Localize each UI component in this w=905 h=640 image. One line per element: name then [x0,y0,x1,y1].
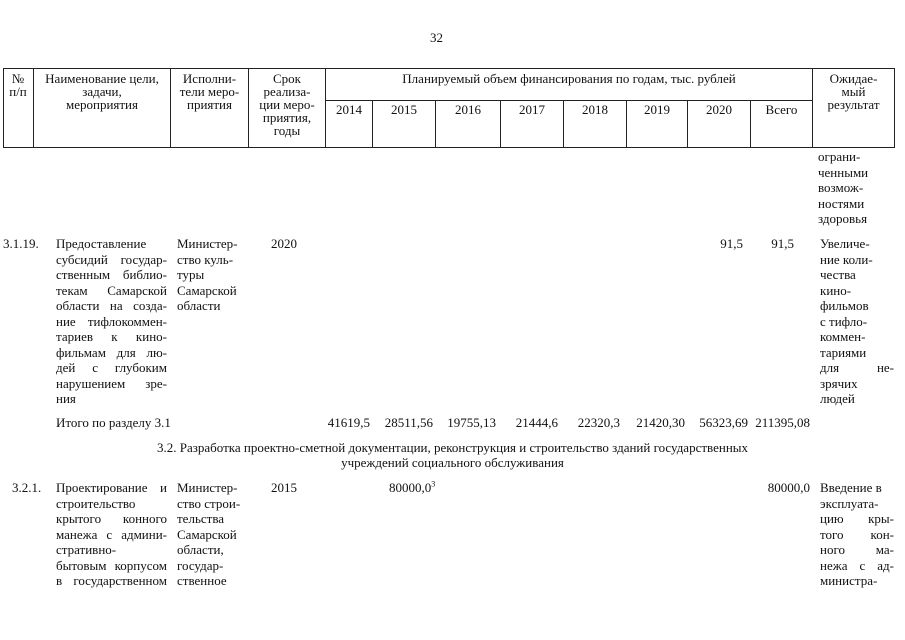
header-executors: Исполни- тели меро- приятия [179,71,240,112]
row-name: Проектирование и строительство крытого конного манежа с админи- стративно- бытовым корпусом в государственном [56,480,167,588]
header-year: 2019 [644,102,670,117]
section-total-value: 21444,6 [515,415,558,430]
footnote-mark: 3 [431,479,436,489]
header-year: 2020 [706,102,732,117]
header-funding-title: Планируемый объем финансирования по годам, тыс. рублей [402,71,736,86]
header-term: Срок реализа- ции меро- приятия, годы [259,71,315,138]
continued-result: ограни- ченными возмож- ностями здоровья [818,149,869,226]
header-total: Всего [765,102,798,117]
header-name: Наименование цели, задачи, мероприятия [45,71,159,112]
header-year: 2015 [391,102,417,117]
years-row-border [326,100,812,101]
col-border [894,68,895,148]
row-number: 3.1.19. [3,236,39,251]
row-term: 2015 [271,480,297,495]
table-top-border [3,68,894,69]
row-number: 3.2.1. [12,480,42,495]
section-heading: 3.2. Разработка проектно-сметной документации, реконструкция и строительство зданий государственных учреждений социального обслуживания [156,440,749,470]
row-result: Введение в эксплуата- цию кры- того кон- ного ма- нежа с ад- министра- [820,480,894,588]
row-executor: Министер- ство куль- туры Самарской области [177,236,238,313]
header-year: 2017 [519,102,545,117]
header-result: Ожидае- мый результат [827,71,880,112]
row-total: 91,5 [771,236,794,251]
section-total-value: 211395,08 [755,415,810,430]
section-total-value: 19755,13 [447,415,496,430]
row-executor: Министер- ство строи- тельства Самарской области, государ- ственное [177,480,241,588]
section-total-value: 41619,5 [327,415,370,430]
header-num: № п/п [9,71,27,99]
header-bottom-border [3,147,894,148]
page-number: 32 [430,30,443,45]
header-year: 2014 [336,102,362,117]
row-name: Предоставление субсидий государ- ственным библио- текам Самарской области на созда- ние тифлокоммен- тариев к кино- фильмам для лю- дей с глубоким нарушением зре- ния [56,236,167,406]
header-year: 2016 [455,102,481,117]
section-total-value: 22320,3 [577,415,620,430]
row-term: 2020 [271,236,297,251]
section-total-label: Итого по разделу 3.1 [56,415,171,430]
row-value-2015: 80000,0$^3$ [389,479,436,495]
section-total-value: 56323,69 [699,415,748,430]
section-total-value: 21420,30 [636,415,685,430]
row-value-2020: 91,5 [720,236,743,251]
header-year: 2018 [582,102,608,117]
row-result: Увеличе- ние коли- чества кино- фильмов с тифло- коммен- тариями для не- зрячих людей [820,236,894,406]
row-total: 80000,0 [767,480,810,495]
section-total-value: 28511,56 [384,415,433,430]
